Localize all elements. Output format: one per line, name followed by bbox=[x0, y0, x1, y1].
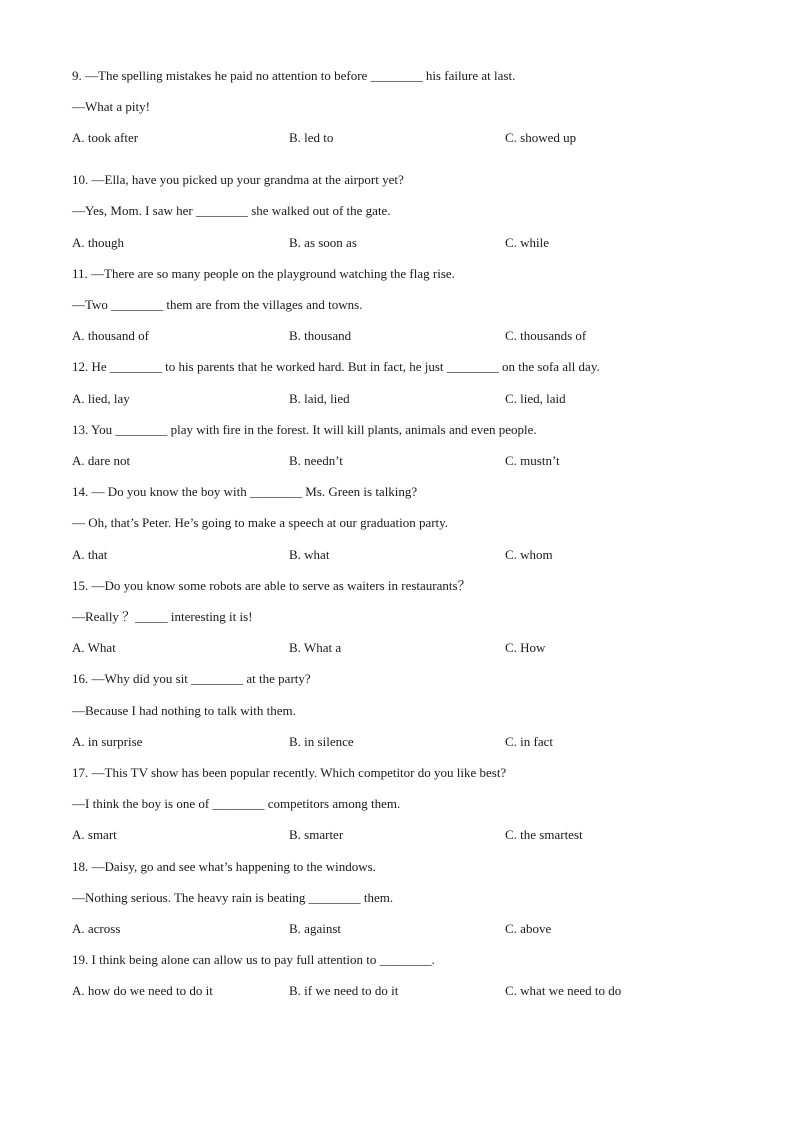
question-17-option-c: C. the smartest bbox=[505, 827, 583, 842]
question-16-option-b: B. in silence bbox=[289, 734, 354, 749]
question-19-option-b: B. if we need to do it bbox=[289, 983, 399, 998]
question-14-reply: — Oh, that’s Peter. He’s going to make a speech at our graduation party. bbox=[72, 515, 449, 530]
question-19-option-c: C. what we need to do bbox=[505, 983, 622, 998]
question-9-stem: 9. —The spelling mistakes he paid no attention to before ________ his failure at last. bbox=[72, 68, 516, 83]
question-11-option-a: A. thousand of bbox=[72, 328, 149, 343]
question-17-option-a: A. smart bbox=[72, 827, 117, 842]
question-15-option-c: C. How bbox=[505, 640, 546, 655]
question-14-option-b: B. what bbox=[289, 547, 330, 562]
question-18-stem: 18. —Daisy, go and see what’s happening to the windows. bbox=[72, 859, 376, 874]
question-10-reply: —Yes, Mom. I saw her ________ she walked out of the gate. bbox=[72, 203, 391, 218]
question-15-reply: —Really ？_____ interesting it is! bbox=[72, 609, 253, 624]
question-12-option-a: A. lied, lay bbox=[72, 391, 130, 406]
question-13-option-a: A. dare not bbox=[72, 453, 131, 468]
question-9-option-b: B. led to bbox=[289, 130, 334, 145]
question-15-option-a: A. What bbox=[72, 640, 116, 655]
question-17-option-b: B. smarter bbox=[289, 827, 344, 842]
question-16-option-c: C. in fact bbox=[505, 734, 554, 749]
question-15-stem: 15. —Do you know some robots are able to serve as waiters in restaurants？ bbox=[72, 578, 471, 593]
question-9-option-a: A. took after bbox=[72, 130, 139, 145]
question-14-option-c: C. whom bbox=[505, 547, 553, 562]
question-18-option-b: B. against bbox=[289, 921, 341, 936]
question-16-option-a: A. in surprise bbox=[72, 734, 143, 749]
question-11-reply: —Two ________ them are from the villages and towns. bbox=[72, 297, 363, 312]
question-10-option-c: C. while bbox=[505, 235, 550, 250]
question-18-reply: —Nothing serious. The heavy rain is beating ________ them. bbox=[72, 890, 394, 905]
question-14-option-a: A. that bbox=[72, 547, 108, 562]
question-10-option-b: B. as soon as bbox=[289, 235, 357, 250]
question-10-stem: 10. —Ella, have you picked up your grandma at the airport yet? bbox=[72, 172, 404, 187]
question-18-option-a: A. across bbox=[72, 921, 121, 936]
question-9-reply: —What a pity! bbox=[72, 99, 150, 114]
question-19-option-a: A. how do we need to do it bbox=[72, 983, 213, 998]
question-9-option-c: C. showed up bbox=[505, 130, 577, 145]
question-16-stem: 16. —Why did you sit ________ at the party? bbox=[72, 671, 311, 686]
question-18-option-c: C. above bbox=[505, 921, 552, 936]
question-17-reply: —I think the boy is one of ________ competitors among them. bbox=[72, 796, 401, 811]
question-11-option-c: C. thousands of bbox=[505, 328, 587, 343]
question-16-reply: —Because I had nothing to talk with them. bbox=[72, 703, 296, 718]
question-14-stem: 14. — Do you know the boy with ________ Ms. Green is talking? bbox=[72, 484, 418, 499]
question-10-option-a: A. though bbox=[72, 235, 124, 250]
question-13-option-b: B. needn’t bbox=[289, 453, 343, 468]
question-15-option-b: B. What a bbox=[289, 640, 342, 655]
question-12-option-c: C. lied, laid bbox=[505, 391, 566, 406]
question-12-stem: 12. He ________ to his parents that he worked hard. But in fact, he just ________ on the sofa all day. bbox=[72, 359, 600, 374]
question-11-stem: 11. —There are so many people on the playground watching the flag rise. bbox=[72, 266, 455, 281]
question-19-stem: 19. I think being alone can allow us to pay full attention to ________. bbox=[72, 952, 435, 967]
question-13-stem: 13. You ________ play with fire in the forest. It will kill plants, animals and even people. bbox=[72, 422, 537, 437]
question-11-option-b: B. thousand bbox=[289, 328, 352, 343]
question-13-option-c: C. mustn’t bbox=[505, 453, 560, 468]
question-12-option-b: B. laid, lied bbox=[289, 391, 350, 406]
question-17-stem: 17. —This TV show has been popular recently. Which competitor do you like best? bbox=[72, 765, 507, 780]
